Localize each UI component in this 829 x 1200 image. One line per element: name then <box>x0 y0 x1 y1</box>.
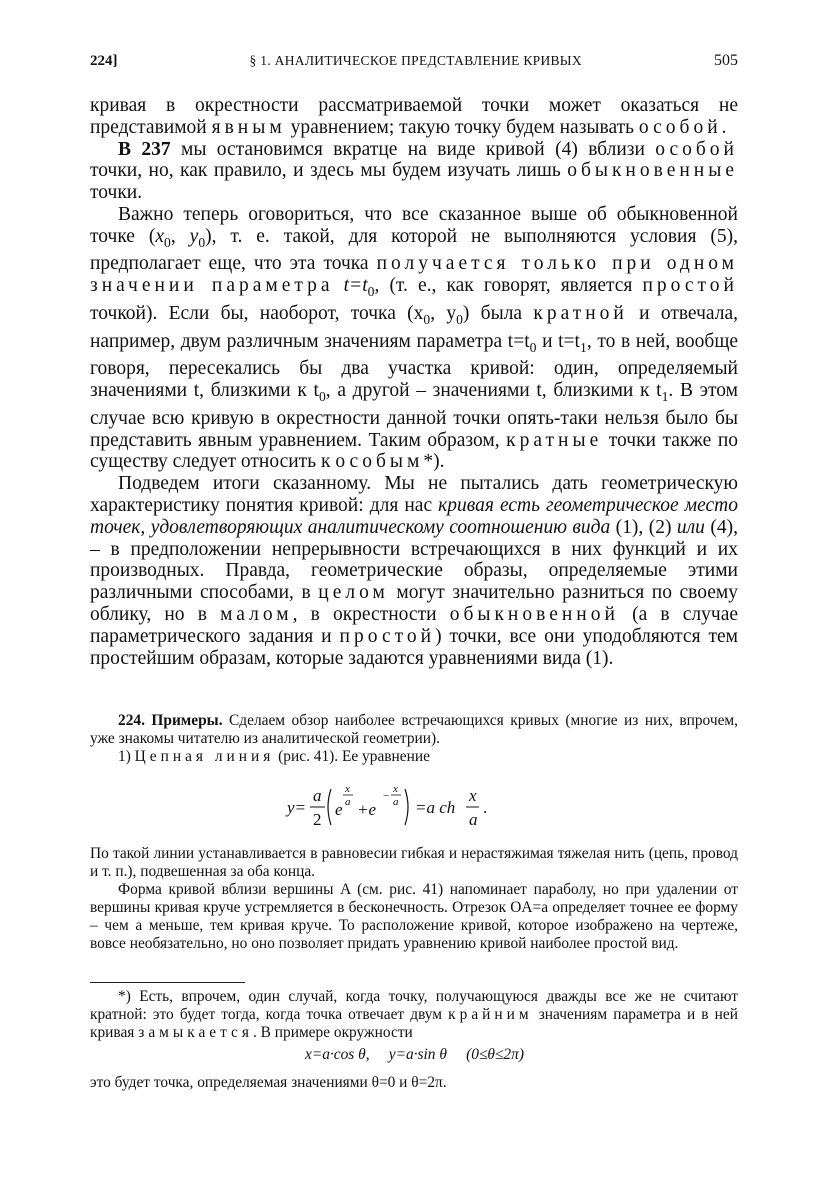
f-eq: =a ch <box>414 798 455 817</box>
f-exp2-num: x <box>392 783 398 795</box>
f-y: y= <box>286 798 306 817</box>
circle-formula <box>0 1046 829 1064</box>
f-e1: e <box>334 800 343 819</box>
main-text <box>90 95 738 669</box>
catenary-shape: Форма кривой вблизи вершины A (см. рис. 41) напоминает параболу, но при удалении от вершины кривая круче устремляется в бесконечность. Отрезок OA=a определяет точнее ее форму – чем a меньше, тем кривая круче. То расположение кривой, которое изображено на чертеже, вовсе необязательно, но оно позволяет придать уравнению кривой наиболее простой вид. <box>90 881 738 952</box>
f-exp2-den: a <box>392 796 398 808</box>
paragraph-3: Важно теперь оговориться, что все сказанное выше об обыкновенной точке ($x_0$, $y_0$), т. е. такой, для которой не выполняются условия (5), предполагает еще, что эта точка получается только при одном значении параметра $t=t_0$, (т. е., как говорят, является простой точкой). Если бы, наоборот, точка ($x_0$, $y_0$) была кратной и отвечала, например, двум различным значениям параметра $t=t_0$ и $t=t_1$, то в ней, вообще говоря, пересекались бы два участка кривой: один, определяемый значениями t, близкими к $t_0$, а другой – значениями t, близкими к $t_1$. В этом случае всю кривую в окрестности данной точки опять-таки нельзя было бы представить явным уравнением. Таким образом, кратные точки также по существу следует относить к особым*). <box>90 203 739 473</box>
footnote-text: *) Есть, впрочем, один случай, когда точку, получающуюся дважды все же не считают кратной: это будет тогда, когда точка отвечает двум крайним значениям параметра и в ней кривая замыкается. В примере окружности <box>90 988 738 1041</box>
examples-continued <box>90 845 738 953</box>
f-x3: x <box>468 786 477 805</box>
f-exp1-num: x <box>344 783 350 795</box>
f-2: 2 <box>312 810 321 829</box>
footnote-rule <box>90 982 245 983</box>
header-title: § 1. АНАЛИТИЧЕСКОЕ ПРЕДСТАВЛЕНИЕ КРИВЫХ <box>249 53 582 68</box>
footnote <box>90 988 738 1042</box>
page-number: 505 <box>713 52 738 69</box>
f-plus-e: +e <box>356 800 376 819</box>
running-header <box>90 52 738 70</box>
examples-intro: 224. Примеры. Сделаем обзор наиболее встречающихся кривых (многие из них, впрочем, уже знакомы читателю из аналитической геометрии). <box>90 712 738 747</box>
f-dot: . <box>482 798 487 817</box>
circle-param-eq: x=a·cos θ, y=a·sin θ (0≤θ≤2π) <box>305 1046 524 1063</box>
f-a1: a <box>312 786 321 805</box>
formula-svg <box>285 775 545 837</box>
examples-section <box>90 712 738 766</box>
catenary-description: По такой линии устанавливается в равновесии гибкая и нерастяжимая тяжелая нить (цепь, провод и т. п.), подвешенная за оба конца. <box>90 845 738 880</box>
f-exp2-sign: − <box>382 790 389 802</box>
footnote-conclusion: это будет точка, определяемая значениями θ=0 и θ=2π. <box>90 1074 447 1091</box>
header-section-ref: 224] <box>90 53 118 69</box>
footnote-end <box>90 1074 738 1092</box>
catenary-formula <box>0 775 829 842</box>
example-1: 1) Цепная линия (рис. 41). Ее уравнение <box>118 748 430 765</box>
paragraph-2: В 237 мы остановимся вкратце на виде кривой (4) вблизи особой точки, но, как правило, и здесь мы будем изучать лишь обыкновенные точки. <box>90 138 738 204</box>
f-a3: a <box>468 810 477 829</box>
f-exp1-den: a <box>344 796 350 808</box>
paragraph-4: Подведем итоги сказанному. Мы не пытались дать геометрическую характеристику понятия кривой: для нас кривая есть геометрическое место точек, удовлетворяющих аналитическому соотношению вида (1), (2) или (4), – в предположении непрерывности встречающихся в них функций и их производных. Правда, геометрические образы, определяемые этими различными способами, в целом могут значительно разниться по своему облику, но в малом, в окрестности обыкновенной (а в случае параметрического задания и простой) точки, все они уподобляются тем простейшим образам, которые задаются уравнениями вида (1). <box>90 473 739 669</box>
paragraph-1: кривая в окрестности рассматриваемой точки может оказаться не представимой явным уравнением; такую точку будем называть особой. <box>90 95 738 138</box>
